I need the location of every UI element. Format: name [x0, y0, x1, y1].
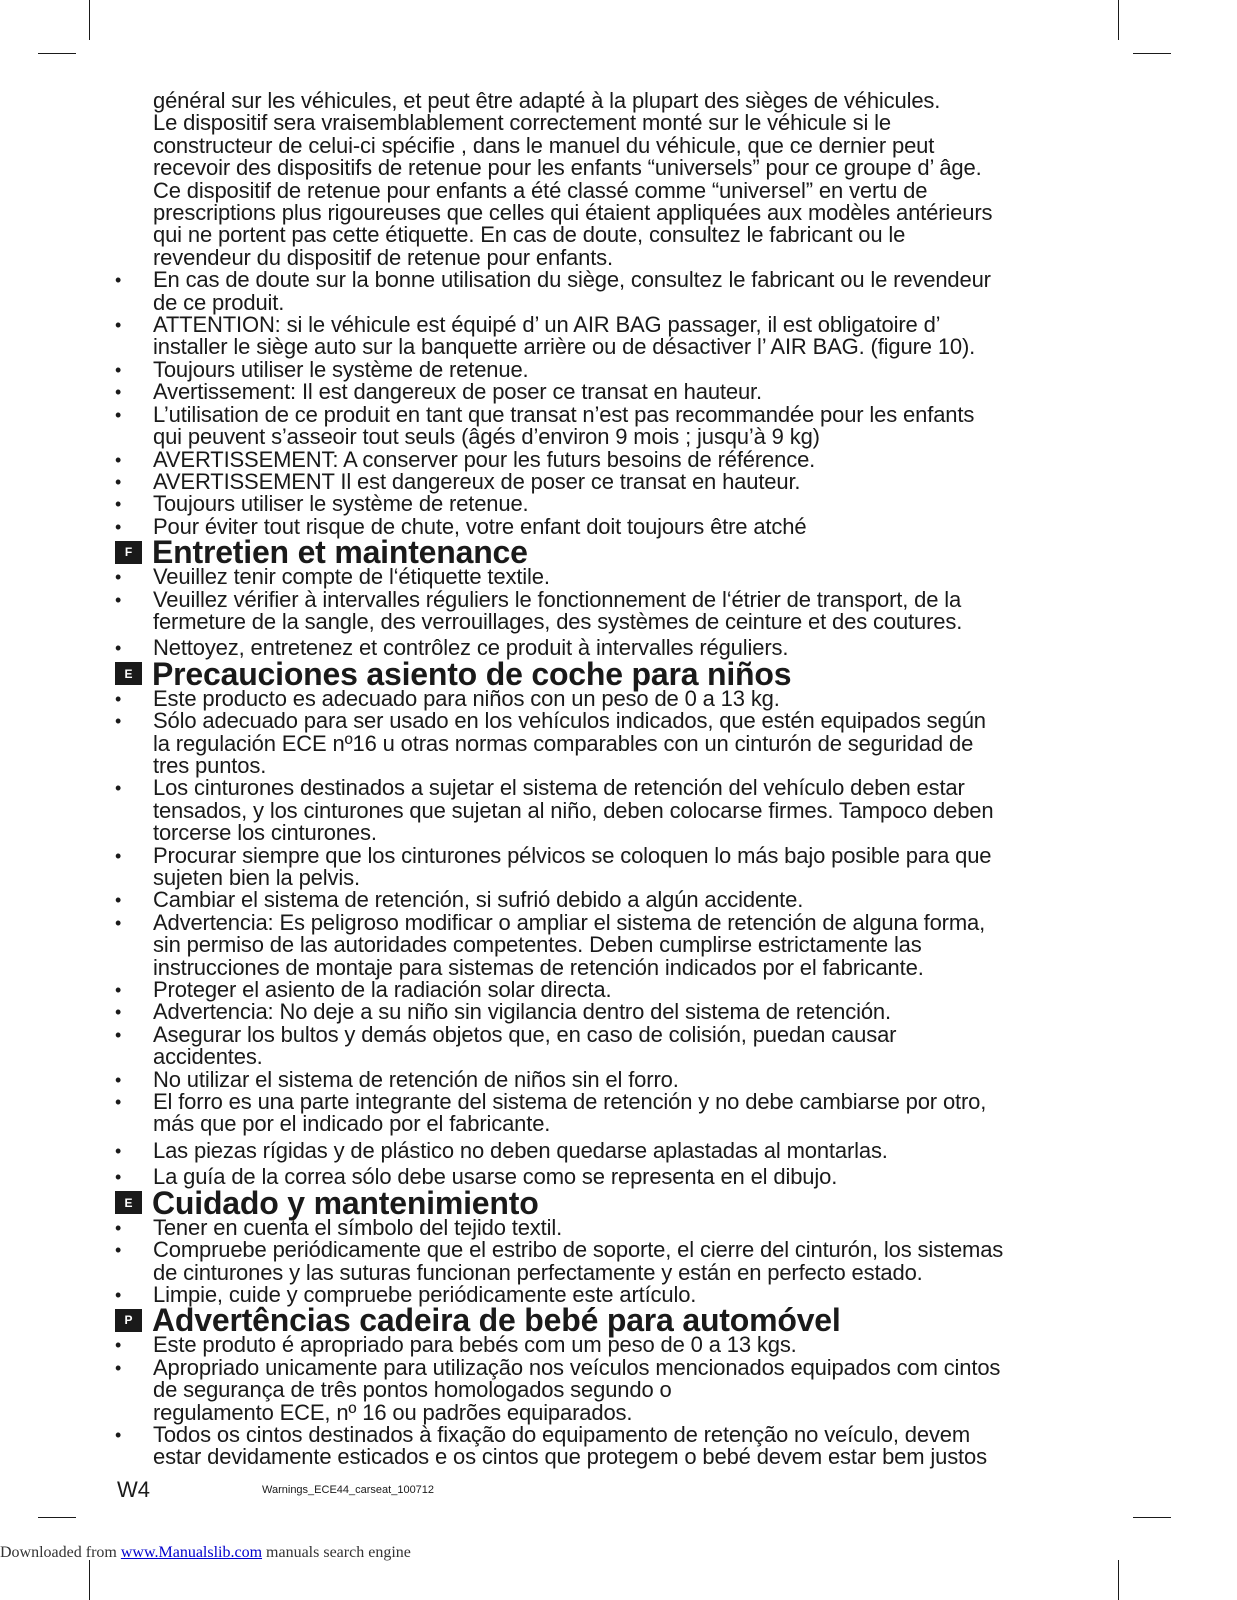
section-title: Cuidado y mantenimiento	[152, 1184, 539, 1221]
section-heading	[115, 1184, 1115, 1221]
list-item: • Tener en cuenta el símbolo del tejido textil.	[115, 1217, 1115, 1239]
list-item: • Este producto es adecuado para niños con un peso de 0 a 13 kg.	[115, 688, 1115, 710]
crop-mark	[1133, 1517, 1171, 1518]
language-badge: F	[115, 541, 142, 564]
list-item: • Apropriado unicamente para utilização nos veículos mencionados equipados com cintos de segurança de três pontos homologados segundo o regulamento ECE, nº 16 ou padrões equiparados.	[115, 1357, 1115, 1424]
list-item: • Limpie, cuide y compruebe periódicamente este artículo.	[115, 1284, 1115, 1306]
list-item: • Advertencia: No deje a su niño sin vigilancia dentro del sistema de retención.	[115, 1001, 1115, 1023]
section-bullet-list	[115, 566, 1115, 660]
section-heading	[115, 534, 1115, 571]
list-item: • Asegurar los bultos y demás objetos que, en caso de colisión, puedan causar accidentes.	[115, 1024, 1115, 1069]
list-item: • Las piezas rígidas y de plástico no deben quedarse aplastadas al montarlas.	[115, 1140, 1115, 1162]
download-suffix: manuals search engine	[262, 1544, 411, 1561]
list-item: • Proteger el asiento de la radiación solar directa.	[115, 979, 1115, 1001]
section-precauciones	[115, 655, 1115, 1190]
download-notice	[0, 1544, 411, 1562]
list-item: • ATTENTION: si le véhicule est équipé d’ un AIR BAG passager, il est obligatoire d’ installer le siège auto sur la banquette arrière ou de désactiver l’ AIR BAG. (figure 10).	[115, 314, 1115, 359]
document-body	[115, 90, 1115, 1469]
list-item: • Sólo adecuado para ser usado en los vehículos indicados, que estén equipados según la regulación ECE nº16 u otras normas comparables con un cinturón de seguridad de tres puntos.	[115, 710, 1115, 777]
list-item: • Cambiar el sistema de retención, si sufrió debido a algún accidente.	[115, 889, 1115, 911]
list-item: • Compruebe periódicamente que el estribo de soporte, el cierre del cinturón, los sistemas de cinturones y las suturas funcionan perfectamente y están en perfecto estado.	[115, 1239, 1115, 1284]
crop-mark	[38, 53, 76, 54]
list-item: • Veuillez vérifier à intervalles réguliers le fonctionnement de l‘étrier de transport, de la fermeture de la sangle, des verrouillages, des systèmes de ceinture et des coutures.	[115, 589, 1115, 634]
list-item: • Nettoyez, entretenez et contrôlez ce produit à intervalles réguliers.	[115, 637, 1115, 659]
section-entretien	[115, 534, 1115, 661]
list-item: • Pour éviter tout risque de chute, votre enfant doit toujours être atché	[115, 516, 1115, 538]
page-number: W4	[117, 1477, 150, 1502]
list-item: • AVERTISSEMENT: A conserver pour les futurs besoins de référence.	[115, 449, 1115, 471]
section-heading	[115, 1302, 1115, 1339]
crop-mark	[89, 1560, 90, 1600]
section-bullet-list	[115, 1334, 1115, 1468]
list-item: • Veuillez tenir compte de l‘étiquette textile.	[115, 566, 1115, 588]
list-item: • Este produto é apropriado para bebés com um peso de 0 a 13 kgs.	[115, 1334, 1115, 1356]
list-item: • Avertissement: Il est dangereux de poser ce transat en hauteur.	[115, 381, 1115, 403]
list-item: • Toujours utiliser le système de retenue.	[115, 493, 1115, 515]
intro-paragraph: général sur les véhicules, et peut être adapté à la plupart des sièges de véhicules. Le dispositif sera vraisemblablement correctement monté sur le véhicule si le constructeur de celui-ci spécifie , dans le manuel du véhicule, que ce dernier peut recevoir des dispositifs de retenue pour les enfants “universels” pour ce groupe d’ âge. Ce dispositif de retenue pour enfants a été classé comme “universel” en vertu de prescriptions plus rigoureuses que celles qui étaient appliquées aux modèles antérieurs qui ne portent pas cette étiquette. En cas de doute, consultez le fabricant ou le revendeur du dispositif de retenue pour enfants.	[153, 88, 993, 270]
intro-bullet-list	[115, 269, 1115, 538]
section-title: Precauciones asiento de coche para niños	[152, 655, 792, 692]
list-item: • La guía de la correa sólo debe usarse como se representa en el dibujo.	[115, 1166, 1115, 1188]
crop-mark	[38, 1517, 76, 1518]
list-item: • No utilizar el sistema de retención de niños sin el forro.	[115, 1069, 1115, 1091]
section-heading	[115, 655, 1115, 692]
language-badge: E	[115, 662, 142, 685]
download-prefix: Downloaded from	[0, 1544, 121, 1561]
section-title: Advertências cadeira de bebé para automóvel	[152, 1302, 841, 1339]
crop-mark	[1118, 0, 1119, 40]
list-item: • AVERTISSEMENT Il est dangereux de poser ce transat en hauteur.	[115, 471, 1115, 493]
language-badge: P	[115, 1309, 142, 1332]
section-cuidado	[115, 1184, 1115, 1307]
list-item: • L’utilisation de ce produit en tant que transat n’est pas recommandée pour les enfants qui peuvent s’asseoir tout seuls (âgés d’environ 9 mois ; jusqu’à 9 kg)	[115, 404, 1115, 449]
list-item: • Todos os cintos destinados à fixação do equipamento de retenção no veículo, devem estar devidamente esticados e os cintos que protegem o bebé devem estar bem justos	[115, 1424, 1115, 1469]
crop-mark	[89, 0, 90, 40]
list-item: • Procurar siempre que los cinturones pélvicos se coloquen lo más bajo posible para que sujeten bien la pelvis.	[115, 845, 1115, 890]
document-code: Warnings_ECE44_carseat_100712	[262, 1484, 435, 1496]
list-item: • Advertencia: Es peligroso modificar o ampliar el sistema de retención de alguna forma, sin permiso de las autoridades competentes. Deben cumplirse estrictamente las instrucciones de montaje para sistemas de retención indicados por el fabricante.	[115, 912, 1115, 979]
section-advertencias	[115, 1302, 1115, 1470]
section-bullet-list	[115, 1214, 1115, 1307]
list-item: • Los cinturones destinados a sujetar el sistema de retención del vehículo deben estar tensados, y los cinturones que sujetan al niño, deben colocarse firmes. Tampoco deben torcerse los cinturones.	[115, 777, 1115, 844]
crop-mark	[1133, 53, 1171, 54]
list-item: • El forro es una parte integrante del sistema de retención y no debe cambiarse por otro, más que por el indicado por el fabricante.	[115, 1091, 1115, 1136]
section-bullet-list	[115, 685, 1115, 1190]
language-badge: E	[115, 1191, 142, 1214]
manualslib-link[interactable]: www.Manualslib.com	[120, 1544, 263, 1561]
list-item: • En cas de doute sur la bonne utilisation du siège, consultez le fabricant ou le revendeur de ce produit.	[115, 269, 1115, 314]
section-title: Entretien et maintenance	[152, 534, 528, 571]
crop-mark	[1118, 1560, 1119, 1600]
list-item: • Toujours utiliser le système de retenue.	[115, 359, 1115, 381]
